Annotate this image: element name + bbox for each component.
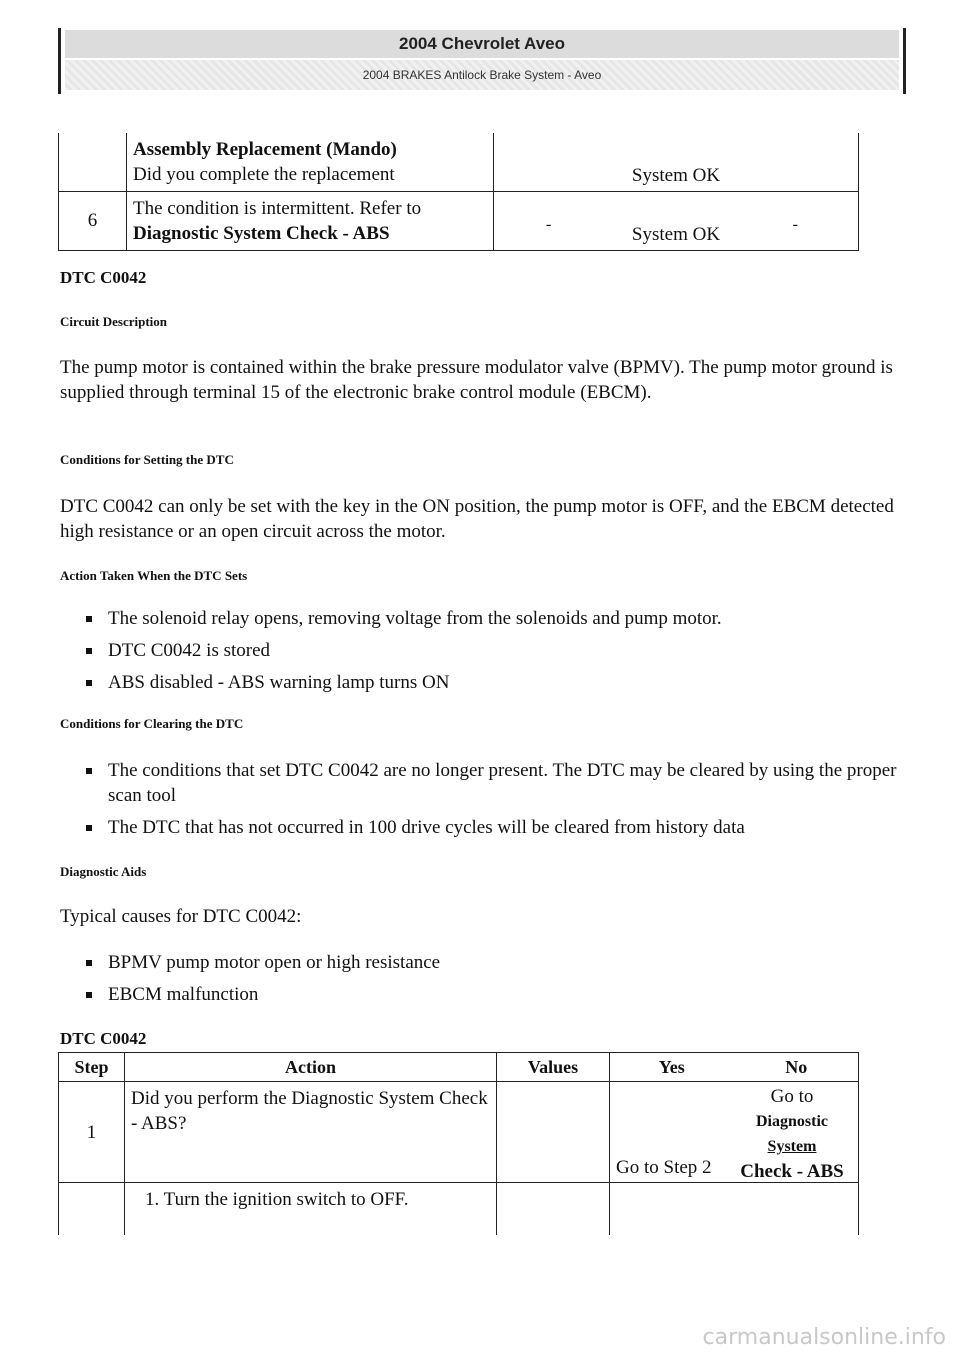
previous-diagnostic-table bbox=[58, 133, 859, 251]
no-line: Check - ABS bbox=[740, 1161, 844, 1182]
conditions-setting-text: DTC C0042 can only be set with the key in the ON position, the pump motor is OFF, and the EBCM detected high resistance or an open circuit across the motor. bbox=[60, 496, 894, 542]
step-cell: 6 bbox=[59, 192, 127, 251]
column-header-yes: Yes bbox=[658, 1056, 685, 1077]
yes-no-cell bbox=[610, 1082, 859, 1183]
action-link[interactable]: Diagnostic System Check - ABS bbox=[133, 223, 390, 244]
table-row bbox=[59, 192, 859, 251]
circuit-description-text: The pump motor is contained within the brake pressure modulator valve (BPMV). The pump motor ground is supplied through terminal 15 of the electronic brake control module (EBCM). bbox=[60, 357, 893, 403]
action-cell bbox=[127, 133, 494, 192]
column-header-action: Action bbox=[125, 1053, 497, 1082]
values-cell bbox=[497, 1183, 610, 1236]
action-cell bbox=[127, 192, 494, 251]
list-item: The DTC that has not occurred in 100 drive cycles will be cleared from history data bbox=[84, 815, 904, 840]
yes-link[interactable]: Go to Step 2 bbox=[616, 1157, 712, 1178]
result-cell bbox=[494, 133, 859, 192]
column-header-values: Values bbox=[497, 1053, 610, 1082]
dash-mark: - bbox=[792, 216, 798, 233]
no-line: Go to bbox=[770, 1086, 814, 1107]
result-text: System OK bbox=[631, 224, 721, 245]
dtc-heading: DTC C0042 bbox=[60, 268, 147, 287]
section-heading-clearing: Conditions for Clearing the DTC bbox=[60, 716, 244, 731]
step-cell bbox=[59, 1183, 125, 1236]
table-row bbox=[59, 1183, 859, 1236]
list-item: BPMV pump motor open or high resistance bbox=[84, 950, 904, 975]
diagnostic-aids-intro: Typical causes for DTC C0042: bbox=[60, 906, 302, 927]
table-caption: DTC C0042 bbox=[60, 1029, 147, 1048]
document-title: 2004 Chevrolet Aveo bbox=[65, 30, 899, 58]
action-line: Assembly Replacement (Mando) bbox=[133, 139, 397, 160]
document-subtitle: 2004 BRAKES Antilock Brake System - Aveo bbox=[65, 60, 899, 90]
action-cell: 1. Turn the ignition switch to OFF. bbox=[125, 1183, 497, 1236]
action-line: The condition is intermittent. Refer to bbox=[133, 198, 422, 219]
dtc-diagnostic-table bbox=[58, 1052, 859, 1235]
result-cell bbox=[494, 192, 859, 251]
list-item: DTC C0042 is stored bbox=[84, 638, 904, 663]
list-item: The conditions that set DTC C0042 are no longer present. The DTC may be cleared by using the proper scan tool bbox=[84, 758, 904, 808]
list-item: The solenoid relay opens, removing voltage from the solenoids and pump motor. bbox=[84, 606, 904, 631]
column-header-no: No bbox=[785, 1056, 808, 1077]
conditions-clearing-list bbox=[84, 758, 904, 847]
no-line: System bbox=[767, 1138, 817, 1155]
table-header-row bbox=[59, 1053, 859, 1082]
dash-mark: - bbox=[546, 216, 552, 233]
list-item: EBCM malfunction bbox=[84, 982, 904, 1007]
yes-no-cell bbox=[610, 1183, 859, 1236]
action-line: Did you complete the replacement bbox=[133, 164, 395, 185]
section-heading-diagnostic-aids: Diagnostic Aids bbox=[60, 864, 147, 879]
no-link[interactable] bbox=[732, 1084, 852, 1184]
table-row bbox=[59, 1082, 859, 1183]
result-text: System OK bbox=[631, 165, 721, 186]
action-cell: Did you perform the Diagnostic System Check - ABS? bbox=[125, 1082, 497, 1183]
step-cell bbox=[59, 133, 127, 192]
list-item: ABS disabled - ABS warning lamp turns ON bbox=[84, 670, 904, 695]
page-header bbox=[58, 28, 906, 94]
section-heading-setting: Conditions for Setting the DTC bbox=[60, 452, 234, 467]
section-heading-circuit: Circuit Description bbox=[60, 314, 167, 329]
action-taken-list bbox=[84, 606, 904, 702]
table-row bbox=[59, 133, 859, 192]
no-line: Diagnostic bbox=[756, 1113, 828, 1130]
column-header-yes-no bbox=[610, 1053, 859, 1082]
diagnostic-aids-list bbox=[84, 950, 904, 1014]
column-header-step: Step bbox=[59, 1053, 125, 1082]
watermark: carmanualsonline.info bbox=[702, 1325, 946, 1350]
values-cell bbox=[497, 1082, 610, 1183]
step-cell: 1 bbox=[59, 1082, 125, 1183]
section-heading-action: Action Taken When the DTC Sets bbox=[60, 568, 248, 583]
